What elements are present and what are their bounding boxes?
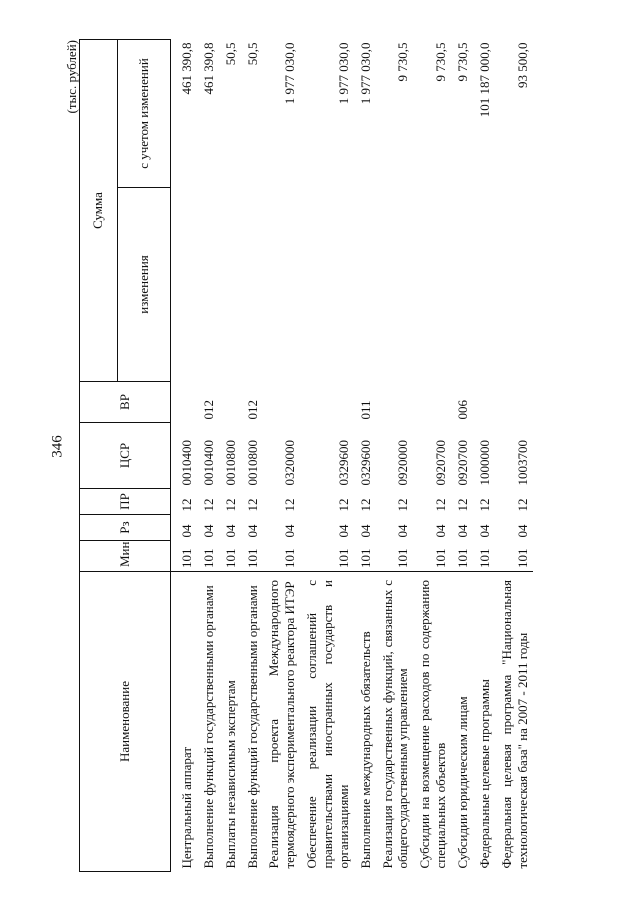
row-changes xyxy=(220,188,242,382)
row-name: Выполнение международных обязательств xyxy=(355,572,377,872)
row-pr: 12 xyxy=(282,498,298,512)
row-vr xyxy=(377,382,415,423)
row-csr: 0329600 xyxy=(357,440,373,486)
row-pr: 12 xyxy=(395,498,411,512)
row-total: 1 977 030,0 xyxy=(282,42,298,105)
row-min: 101 xyxy=(282,548,298,568)
table-row xyxy=(452,40,474,872)
row-rz: 04 xyxy=(335,524,351,538)
row-rz: 04 xyxy=(433,524,449,538)
row-pr: 12 xyxy=(335,498,351,512)
budget-table xyxy=(79,39,533,872)
header-vr: ВР xyxy=(80,382,171,423)
row-rz: 04 xyxy=(455,524,471,538)
row-min: 101 xyxy=(455,548,471,568)
row-changes xyxy=(496,188,534,382)
row-total: 101 187 000,0 xyxy=(476,42,492,118)
row-total: 50,5 xyxy=(222,42,238,66)
row-changes xyxy=(263,188,301,382)
row-vr xyxy=(414,382,452,423)
row-rz: 04 xyxy=(222,524,238,538)
table-row xyxy=(414,40,452,872)
row-pr: 12 xyxy=(179,498,194,512)
row-vr xyxy=(220,382,242,423)
row-pr: 12 xyxy=(244,498,260,512)
row-csr: 0920000 xyxy=(395,440,411,486)
row-csr: 0010400 xyxy=(179,440,194,486)
row-name: Обеспечение реализации соглашений с правительствами иностранных государств и организациями xyxy=(301,572,355,872)
row-name: Выполнение функций государственными органами xyxy=(242,572,264,872)
table-header xyxy=(80,40,171,872)
table-row xyxy=(220,40,242,872)
header-rz: Рз xyxy=(80,515,171,541)
row-changes xyxy=(474,188,496,382)
header-min: Мин xyxy=(80,541,171,572)
row-name: Реализация государственных функций, связанных с общегосударственным управлением xyxy=(377,572,415,872)
row-name: Федеральные целевые программы xyxy=(474,572,496,872)
header-sum: Сумма xyxy=(80,40,118,382)
table-body xyxy=(171,40,534,872)
row-name: Выплаты независимым экспертам xyxy=(220,572,242,872)
row-rz: 04 xyxy=(395,524,411,538)
page-number: 346 xyxy=(49,435,66,458)
row-name: Центральный аппарат xyxy=(171,572,198,872)
row-pr: 12 xyxy=(200,498,216,512)
row-rz: 04 xyxy=(514,524,530,538)
row-min: 101 xyxy=(395,548,411,568)
row-vr xyxy=(171,382,198,423)
row-pr: 12 xyxy=(357,498,373,512)
row-pr: 12 xyxy=(455,498,471,512)
row-name: Реализация проекта Международного термоядерного экспериментального реактора ИТЭР xyxy=(263,572,301,872)
row-vr: 011 xyxy=(357,400,373,420)
row-total: 1 977 030,0 xyxy=(335,42,351,105)
row-min: 101 xyxy=(222,548,238,568)
row-rz: 04 xyxy=(244,524,260,538)
row-csr: 0329600 xyxy=(335,440,351,486)
table-row xyxy=(301,40,355,872)
row-vr: 006 xyxy=(455,400,471,420)
row-changes xyxy=(377,188,415,382)
row-min: 101 xyxy=(335,548,351,568)
row-rz: 04 xyxy=(179,524,194,538)
row-vr xyxy=(474,382,496,423)
row-name: Субсидии на возмещение расходов по содержанию специальных объектов xyxy=(414,572,452,872)
row-rz: 04 xyxy=(282,524,298,538)
header-name: Наименование xyxy=(80,572,171,872)
row-changes xyxy=(198,188,220,382)
row-rz: 04 xyxy=(200,524,216,538)
table-row xyxy=(171,40,198,872)
row-name: Выполнение функций государственными органами xyxy=(198,572,220,872)
row-min: 101 xyxy=(244,548,260,568)
row-total: 461 390,8 xyxy=(179,42,194,95)
row-vr: 012 xyxy=(200,400,216,420)
table-row xyxy=(377,40,415,872)
units-label: (тыс. рублей) xyxy=(64,40,79,114)
row-rz: 04 xyxy=(357,524,373,538)
row-min: 101 xyxy=(433,548,449,568)
table-row xyxy=(355,40,377,872)
row-pr: 12 xyxy=(476,498,492,512)
row-min: 101 xyxy=(357,548,373,568)
row-total: 461 390,8 xyxy=(200,42,216,95)
header-csr: ЦСР xyxy=(80,423,171,489)
row-changes xyxy=(301,188,355,382)
row-rz: 04 xyxy=(476,524,492,538)
row-changes xyxy=(355,188,377,382)
row-pr: 12 xyxy=(514,498,530,512)
table-row xyxy=(474,40,496,872)
row-min: 101 xyxy=(514,548,530,568)
header-changes: изменения xyxy=(118,188,171,382)
table-row xyxy=(242,40,264,872)
header-pr: ПР xyxy=(80,489,171,515)
header-with-changes: с учетом изменений xyxy=(118,40,171,188)
row-changes xyxy=(171,188,198,382)
row-csr: 1000000 xyxy=(476,440,492,486)
row-pr: 12 xyxy=(222,498,238,512)
row-changes xyxy=(242,188,264,382)
row-pr: 12 xyxy=(433,498,449,512)
row-total: 50,5 xyxy=(244,42,260,66)
row-csr: 1003700 xyxy=(514,440,530,486)
row-csr: 0010800 xyxy=(222,440,238,486)
row-total: 93 500,0 xyxy=(514,42,530,88)
row-changes xyxy=(452,188,474,382)
row-min: 101 xyxy=(200,548,216,568)
row-name: Субсидии юридическим лицам xyxy=(452,572,474,872)
table-row xyxy=(198,40,220,872)
row-vr xyxy=(496,382,534,423)
row-csr: 0320000 xyxy=(282,440,298,486)
table-row xyxy=(263,40,301,872)
row-vr xyxy=(263,382,301,423)
row-vr: 012 xyxy=(244,400,260,420)
row-vr xyxy=(301,382,355,423)
row-csr: 0010800 xyxy=(244,440,260,486)
row-total: 9 730,5 xyxy=(433,42,449,82)
row-total: 1 977 030,0 xyxy=(357,42,373,105)
row-csr: 0920700 xyxy=(455,440,471,486)
row-csr: 0920700 xyxy=(433,440,449,486)
row-min: 101 xyxy=(476,548,492,568)
row-changes xyxy=(414,188,452,382)
row-name: Федеральная целевая программа "Национальная технологическая база" на 2007 - 2011 годы xyxy=(496,572,534,872)
row-csr: 0010400 xyxy=(200,440,216,486)
row-total: 9 730,5 xyxy=(455,42,471,82)
table-row xyxy=(496,40,534,872)
row-total: 9 730,5 xyxy=(395,42,411,82)
row-min: 101 xyxy=(179,548,194,568)
